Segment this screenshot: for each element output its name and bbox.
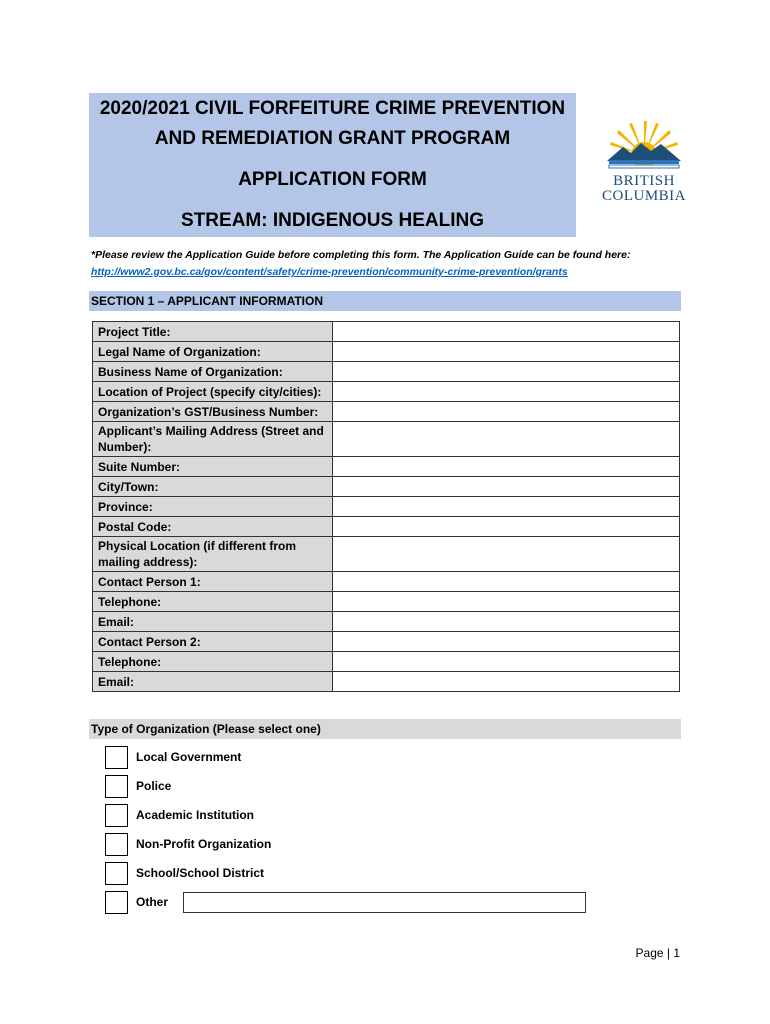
section-1-header: SECTION 1 – APPLICANT INFORMATION — [89, 291, 681, 311]
option-checkbox[interactable] — [105, 746, 128, 769]
field-label: Contact Person 2: — [93, 632, 333, 652]
table-row — [93, 457, 680, 477]
org-option — [105, 804, 605, 828]
field-label: Applicant’s Mailing Address (Street and Number): — [93, 422, 333, 457]
applicant-info-table — [92, 321, 680, 692]
field-input[interactable] — [333, 477, 680, 497]
table-row — [93, 612, 680, 632]
field-label: Province: — [93, 497, 333, 517]
table-row — [93, 477, 680, 497]
option-label: Other — [136, 895, 169, 909]
org-option — [105, 775, 605, 799]
title-box — [89, 93, 576, 237]
field-label: Suite Number: — [93, 457, 333, 477]
field-input[interactable] — [333, 592, 680, 612]
table-row — [93, 497, 680, 517]
option-label: Local Government — [136, 750, 242, 764]
table-row — [93, 422, 680, 457]
option-label: Academic Institution — [136, 808, 255, 822]
field-label: Physical Location (if different from mailing address): — [93, 537, 333, 572]
field-input[interactable] — [333, 322, 680, 342]
field-label: Location of Project (specify city/cities): — [93, 382, 333, 402]
option-label: School/School District — [136, 866, 265, 880]
title-line-1: 2020/2021 CIVIL FORFEITURE CRIME PREVENTION — [99, 98, 566, 119]
table-row — [93, 572, 680, 592]
field-label: City/Town: — [93, 477, 333, 497]
option-label: Police — [136, 779, 172, 793]
option-checkbox[interactable] — [105, 833, 128, 856]
field-input[interactable] — [333, 382, 680, 402]
field-input[interactable] — [333, 572, 680, 592]
table-row — [93, 322, 680, 342]
field-input[interactable] — [333, 422, 680, 457]
field-input[interactable] — [333, 402, 680, 422]
title-line-2: AND REMEDIATION GRANT PROGRAM — [154, 128, 511, 149]
field-label: Telephone: — [93, 652, 333, 672]
table-row — [93, 362, 680, 382]
table-row — [93, 672, 680, 692]
field-label: Organization’s GST/Business Number: — [93, 402, 333, 422]
org-option — [105, 746, 605, 770]
field-input[interactable] — [333, 517, 680, 537]
org-option — [105, 833, 605, 857]
logo-text-columbia: COLUMBIA — [601, 188, 686, 204]
other-input[interactable] — [183, 892, 586, 913]
logo-text-british: BRITISH — [613, 173, 675, 189]
field-label: Business Name of Organization: — [93, 362, 333, 382]
page-number: Page | 1 — [635, 946, 680, 960]
option-label: Non-Profit Organization — [136, 837, 272, 851]
org-type-header: Type of Organization (Please select one) — [89, 719, 681, 739]
field-input[interactable] — [333, 652, 680, 672]
field-label: Contact Person 1: — [93, 572, 333, 592]
bc-logo — [595, 113, 693, 213]
field-input[interactable] — [333, 612, 680, 632]
stream-title: STREAM: INDIGENOUS HEALING — [181, 210, 484, 231]
field-input[interactable] — [333, 632, 680, 652]
table-row — [93, 592, 680, 612]
field-label: Legal Name of Organization: — [93, 342, 333, 362]
field-label: Postal Code: — [93, 517, 333, 537]
option-checkbox[interactable] — [105, 804, 128, 827]
field-label: Email: — [93, 612, 333, 632]
field-label: Telephone: — [93, 592, 333, 612]
field-input[interactable] — [333, 457, 680, 477]
table-row — [93, 402, 680, 422]
guide-link[interactable]: http://www2.gov.bc.ca/gov/content/safety/crime-prevention/community-crime-prevention/grants — [91, 266, 568, 278]
field-input[interactable] — [333, 537, 680, 572]
field-input[interactable] — [333, 497, 680, 517]
table-row — [93, 517, 680, 537]
field-label: Email: — [93, 672, 333, 692]
table-row — [93, 342, 680, 362]
table-row — [93, 382, 680, 402]
option-checkbox[interactable] — [105, 891, 128, 914]
table-row — [93, 537, 680, 572]
org-option — [105, 862, 605, 886]
field-input[interactable] — [333, 362, 680, 382]
option-checkbox[interactable] — [105, 775, 128, 798]
field-input[interactable] — [333, 672, 680, 692]
option-checkbox[interactable] — [105, 862, 128, 885]
table-row — [93, 652, 680, 672]
field-input[interactable] — [333, 342, 680, 362]
bc-sun-mountain-icon — [595, 113, 693, 173]
form-name: APPLICATION FORM — [238, 169, 427, 190]
field-label: Project Title: — [93, 322, 333, 342]
guide-note: *Please review the Application Guide before completing this form. The Application Guide can be found here: — [91, 249, 631, 261]
table-row — [93, 632, 680, 652]
